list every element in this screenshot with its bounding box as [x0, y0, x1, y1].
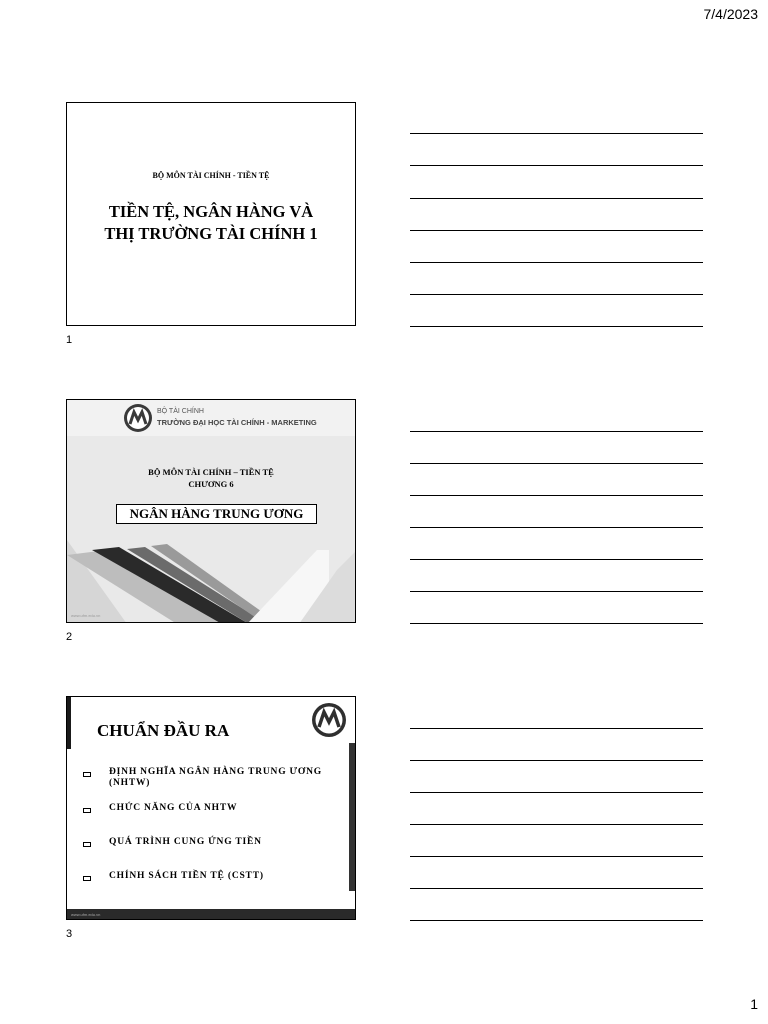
notes-line [410, 230, 703, 231]
slide-3-thumbnail [66, 696, 356, 920]
slide-3-left-accent-bar [67, 697, 71, 749]
slide-3-title: CHUẨN ĐẦU RA [97, 721, 230, 740]
notes-line [410, 760, 703, 761]
square-bullet-icon [83, 772, 91, 777]
square-bullet-icon [83, 876, 91, 881]
square-bullet-icon [83, 808, 91, 813]
university-logo-icon [311, 702, 347, 738]
notes-line [410, 559, 703, 560]
list-item [83, 871, 323, 882]
list-item [83, 767, 323, 789]
notes-line [410, 856, 703, 857]
list-item-text: CHỨC NĂNG CỦA NHTW [109, 803, 238, 813]
slide-3-outcome-list [83, 767, 323, 882]
slide-1-title-line-1: TIỀN TỆ, NGÂN HÀNG VÀ [108, 202, 314, 221]
notes-line [410, 262, 703, 263]
slide-2-number: 2 [66, 631, 73, 643]
print-date: 7/4/2023 [703, 6, 758, 22]
notes-line [410, 920, 703, 921]
list-item-text: ĐỊNH NGHĨA NGÂN HÀNG TRUNG ƯƠNG (NHTW) [109, 767, 322, 788]
page-number: 1 [750, 996, 758, 1012]
list-item [83, 803, 323, 814]
notes-line [410, 133, 703, 134]
notes-line [410, 527, 703, 528]
notes-line [410, 792, 703, 793]
square-bullet-icon [83, 842, 91, 847]
slide-1-department: BỘ MÔN TÀI CHÍNH - TIỀN TỆ [152, 171, 270, 180]
notes-line [410, 888, 703, 889]
slide-1-thumbnail [66, 102, 356, 326]
notes-line [410, 431, 703, 432]
notes-line [410, 326, 703, 327]
notes-line [410, 728, 703, 729]
notes-line [410, 165, 703, 166]
slide-2-title: NGÂN HÀNG TRUNG ƯƠNG [116, 504, 317, 524]
list-item [83, 837, 323, 848]
slide-1-title [67, 201, 355, 245]
slide-3-number: 3 [66, 928, 73, 940]
notes-line [410, 591, 703, 592]
slide-2-department [67, 466, 355, 490]
slide-3-right-accent-bar [349, 743, 355, 891]
list-item-text: CHÍNH SÁCH TIỀN TỆ (CSTT) [109, 871, 264, 881]
slide-2-department-name: BỘ MÔN TÀI CHÍNH – TIỀN TỆ [148, 467, 274, 477]
slide-2-thumbnail [66, 399, 356, 623]
slide-2-url: www.ufm.edu.vn [71, 613, 101, 618]
notes-line [410, 495, 703, 496]
notes-line [410, 623, 703, 624]
slide-2-chapter: CHƯƠNG 6 [188, 479, 234, 489]
notes-line [410, 463, 703, 464]
slide-2-org-line-2: TRƯỜNG ĐẠI HỌC TÀI CHÍNH - MARKETING [157, 418, 317, 427]
slide-2-org-line-1: BỘ TÀI CHÍNH [157, 408, 204, 415]
notes-line [410, 824, 703, 825]
slide-1-number: 1 [66, 334, 73, 346]
slide-1-title-line-2: THỊ TRƯỜNG TÀI CHÍNH 1 [104, 224, 318, 243]
notes-line [410, 294, 703, 295]
notes-line [410, 198, 703, 199]
slide-3-footer-bar [67, 909, 355, 919]
university-logo-icon [123, 403, 153, 433]
slide-3-url: www.ufm.edu.vn [71, 912, 101, 917]
list-item-text: QUÁ TRÌNH CUNG ỨNG TIỀN [109, 837, 262, 847]
